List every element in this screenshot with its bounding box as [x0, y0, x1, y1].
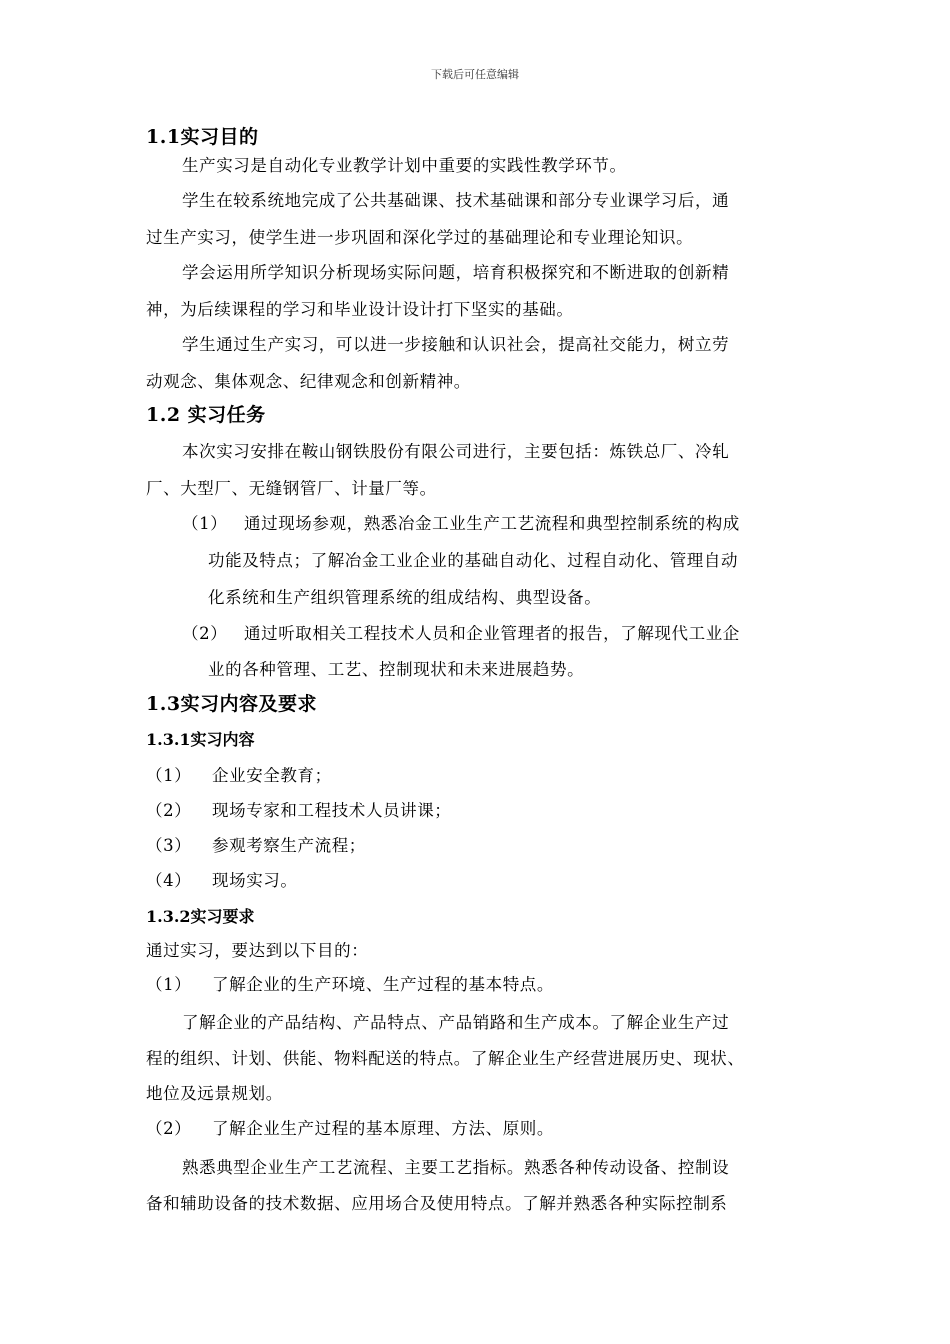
list-item-number: （1）	[146, 975, 192, 994]
list-item-text: 通过现场参观，熟悉冶金工业生产工艺流程和典型控制系统的构成	[244, 514, 740, 533]
list-item-number: （1）	[182, 514, 228, 533]
list-item-number: （3）	[146, 836, 192, 855]
list-item-number: （2）	[182, 624, 228, 643]
list-item-text: 现场实习。	[212, 871, 298, 890]
list-item-text: 功能及特点；了解冶金工业企业的基础自动化、过程自动化、管理自动	[208, 551, 739, 570]
list-item-text: 通过听取相关工程技术人员和企业管理者的报告，了解现代工业企	[244, 624, 740, 643]
list-item-text: 了解企业的生产环境、生产过程的基本特点。	[212, 975, 554, 994]
list-item-number: （2）	[146, 801, 192, 820]
section-1-3-2-title: 1.3.2实习要求	[146, 907, 255, 926]
section-1-1-title: 1.1实习目的	[146, 126, 259, 148]
paragraph-line: 备和辅助设备的技术数据、应用场合及使用特点。了解并熟悉各种实际控制系	[146, 1194, 728, 1213]
paragraph-line: 过生产实习，使学生进一步巩固和深化学过的基础理论和专业理论知识。	[146, 228, 694, 247]
section-1-3-title: 1.3实习内容及要求	[146, 693, 318, 715]
paragraph-line: 动观念、集体观念、纪律观念和创新精神。	[146, 372, 471, 391]
paragraph-line: 本次实习安排在鞍山钢铁股份有限公司进行，主要包括：炼铁总厂、冷轧	[182, 442, 730, 461]
page-header: 下载后可任意编辑	[431, 68, 519, 81]
paragraph-line: 学会运用所学知识分析现场实际问题，培育积极探究和不断进取的创新精	[182, 263, 730, 282]
list-item-text: 了解企业生产过程的基本原理、方法、原则。	[212, 1119, 554, 1138]
list-item-number: （4）	[146, 871, 192, 890]
list-item-text: 业的各种管理、工艺、控制现状和未来进展趋势。	[208, 660, 585, 679]
section-1-3-1-title: 1.3.1实习内容	[146, 730, 255, 749]
list-item-text: 现场专家和工程技术人员讲课；	[212, 801, 452, 820]
paragraph-line: 生产实习是自动化专业教学计划中重要的实践性教学环节。	[182, 156, 627, 175]
paragraph-line: 厂、大型厂、无缝钢管厂、计量厂等。	[146, 479, 437, 498]
paragraph-line: 通过实习，要达到以下目的：	[146, 941, 369, 960]
paragraph-line: 熟悉典型企业生产工艺流程、主要工艺指标。熟悉各种传动设备、控制设	[182, 1158, 730, 1177]
section-1-2-title: 1.2 实习任务	[146, 404, 266, 426]
paragraph-line: 程的组织、计划、供能、物料配送的特点。了解企业生产经营进展历史、现状、	[146, 1049, 745, 1068]
paragraph-line: 地位及远景规划。	[146, 1084, 283, 1103]
paragraph-line: 神，为后续课程的学习和毕业设计设计打下坚实的基础。	[146, 300, 574, 319]
paragraph-line: 了解企业的产品结构、产品特点、产品销路和生产成本。了解企业生产过	[182, 1013, 730, 1032]
list-item-text: 化系统和生产组织管理系统的组成结构、典型设备。	[208, 588, 602, 607]
paragraph-line: 学生在较系统地完成了公共基础课、技术基础课和部分专业课学习后，通	[182, 191, 730, 210]
paragraph-line: 学生通过生产实习，可以进一步接触和认识社会，提高社交能力，树立劳	[182, 335, 730, 354]
list-item-number: （1）	[146, 766, 192, 785]
list-item-text: 参观考察生产流程；	[212, 836, 366, 855]
list-item-text: 企业安全教育；	[212, 766, 332, 785]
list-item-number: （2）	[146, 1119, 192, 1138]
